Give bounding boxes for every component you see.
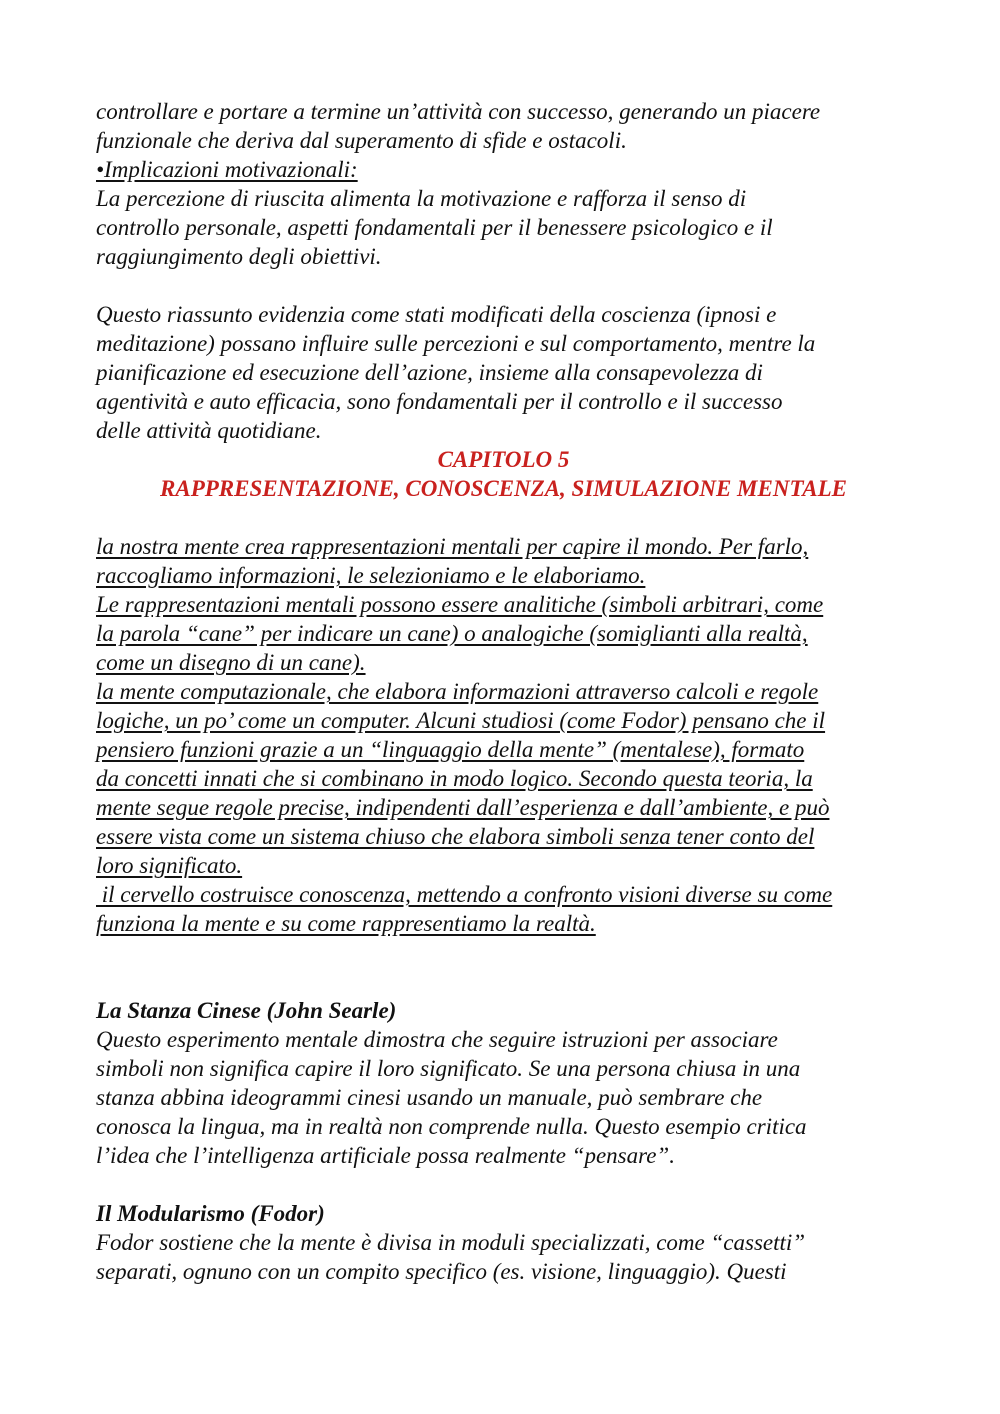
underlined-line: come un disegno di un cane).	[96, 650, 366, 675]
underlined-line: da concetti innati che si combinano in modo logico. Secondo questa teoria, la	[96, 766, 813, 791]
body-line: controllo personale, aspetti fondamentali per il benessere psicologico e il	[96, 215, 773, 240]
body-line: l’idea che l’intelligenza artificiale possa realmente “pensare”.	[96, 1143, 675, 1168]
body-line: Questo esperimento mentale dimostra che seguire istruzioni per associare	[96, 1027, 778, 1052]
body-line: stanza abbina ideogrammi cinesi usando un manuale, può sembrare che	[96, 1085, 763, 1110]
underlined-line: la mente computazionale, che elabora informazioni attraverso calcoli e regole	[96, 679, 819, 704]
body-line: controllare e portare a termine un’attività con successo, generando un piacere	[96, 99, 821, 124]
underlined-line: raccogliamo informazioni, le selezioniamo e le elaboriamo.	[96, 563, 646, 588]
spacer	[96, 503, 911, 532]
underlined-line: funziona la mente e su come rappresentiamo la realtà.	[96, 911, 596, 936]
underlined-line: la parola “cane” per indicare un cane) o analogiche (somiglianti alla realtà,	[96, 621, 808, 646]
body-line: pianificazione ed esecuzione dell’azione, insieme alla consapevolezza di	[96, 360, 763, 385]
implicazioni-heading: •Implicazioni motivazionali:	[96, 157, 358, 182]
underlined-line: pensiero funzioni grazie a un “linguaggio della mente” (mentalese), formato	[96, 737, 805, 762]
body-line: raggiungimento degli obiettivi.	[96, 244, 382, 269]
chapter-title: RAPPRESENTAZIONE, CONOSCENZA, SIMULAZIONE MENTALE	[160, 476, 847, 501]
body-line: delle attività quotidiane.	[96, 418, 322, 443]
spacer	[96, 1170, 911, 1199]
body-line: meditazione) possano influire sulle percezioni e sul comportamento, mentre la	[96, 331, 816, 356]
body-line: Fodor sostiene che la mente è divisa in moduli specializzati, come “cassetti”	[96, 1230, 806, 1255]
body-line: conosca la lingua, ma in realtà non comprende nulla. Questo esempio critica	[96, 1114, 807, 1139]
underlined-line: loro significato.	[96, 853, 243, 878]
section-heading-stanza-cinese: La Stanza Cinese (John Searle)	[96, 998, 397, 1023]
page-content	[96, 97, 911, 1286]
body-line: funzionale che deriva dal superamento di sfide e ostacoli.	[96, 128, 627, 153]
section-heading-modularismo: Il Modularismo (Fodor)	[96, 1201, 325, 1226]
underlined-line: essere vista come un sistema chiuso che elabora simboli senza tener conto del	[96, 824, 815, 849]
spacer	[96, 271, 911, 300]
spacer	[96, 967, 911, 996]
chapter-number: CAPITOLO 5	[437, 447, 570, 472]
body-line: Questo riassunto evidenzia come stati modificati della coscienza (ipnosi e	[96, 302, 777, 327]
spacer	[96, 938, 911, 967]
underlined-line: Le rappresentazioni mentali possono essere analitiche (simboli arbitrari, come	[96, 592, 824, 617]
body-line: agentività e auto efficacia, sono fondamentali per il controllo e il successo	[96, 389, 783, 414]
underlined-line: il cervello costruisce conoscenza, mettendo a confronto visioni diverse su come	[96, 882, 833, 907]
underlined-line: mente segue regole precise, indipendenti dall’esperienza e dall’ambiente, e può	[96, 795, 830, 820]
underlined-line: logiche, un po’ come un computer. Alcuni studiosi (come Fodor) pensano che il	[96, 708, 826, 733]
body-line: simboli non significa capire il loro significato. Se una persona chiusa in una	[96, 1056, 801, 1081]
underlined-line: la nostra mente crea rappresentazioni mentali per capire il mondo. Per farlo,	[96, 534, 809, 559]
body-line: La percezione di riuscita alimenta la motivazione e rafforza il senso di	[96, 186, 747, 211]
body-line: separati, ognuno con un compito specifico (es. visione, linguaggio). Questi	[96, 1259, 787, 1284]
